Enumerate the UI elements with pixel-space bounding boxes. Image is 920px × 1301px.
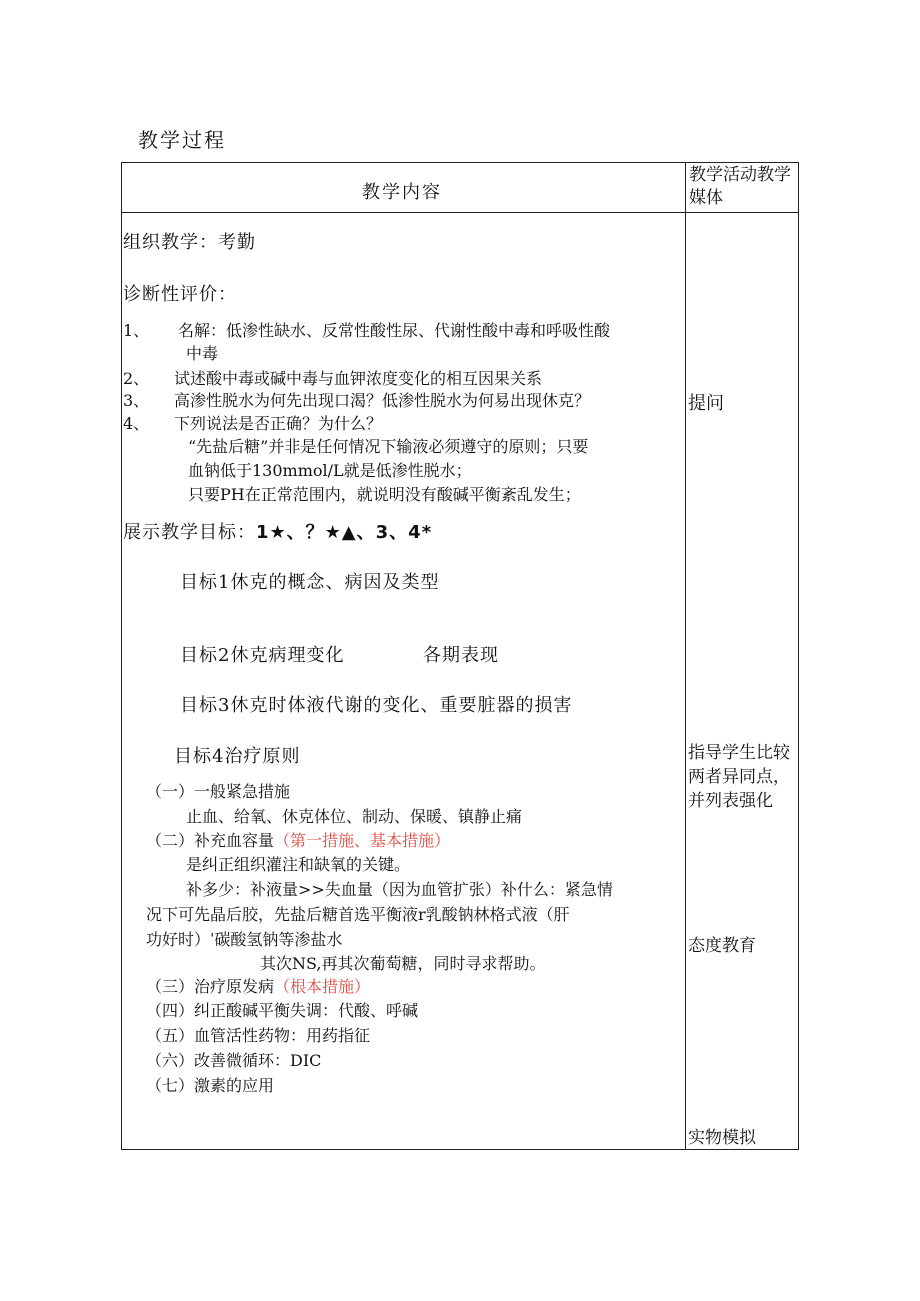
treatment-3 bbox=[146, 974, 370, 997]
treatment-2-label: （二）补充血容量 bbox=[146, 831, 275, 850]
column-divider bbox=[685, 162, 686, 1150]
activity-model: 实物模拟 bbox=[688, 1128, 756, 1148]
q4-text: 下列说法是否正确？为什么？ bbox=[174, 414, 383, 433]
treatment-3-label: （三）治疗原发病 bbox=[146, 977, 275, 996]
treatment-2-line-1: 是纠正组织灌注和缺氧的关键。 bbox=[186, 855, 411, 874]
activity-ask: 提问 bbox=[688, 393, 724, 414]
header-divider bbox=[121, 212, 799, 213]
goal-3: 目标3休克时体液代谢的变化、重要脏器的损害 bbox=[180, 695, 573, 716]
q4-statement-3: 只要PH在正常范围内，就说明没有酸碱平衡紊乱发生； bbox=[188, 485, 581, 504]
goals-label bbox=[123, 518, 432, 544]
q1-continuation: 中毒 bbox=[186, 344, 219, 363]
goals-marks: 1★、？★▲、3、4* bbox=[256, 522, 433, 543]
treatment-7: （七）激素的应用 bbox=[146, 1076, 275, 1095]
q1-number: 1、 bbox=[123, 321, 150, 340]
q2-text: 试述酸中毒或碱中毒与血钾浓度变化的相互因果关系 bbox=[174, 369, 543, 388]
diagnostic-eval: 诊断性评价： bbox=[123, 284, 237, 305]
treatment-5: （五）血管活性药物：用药指征 bbox=[146, 1026, 371, 1045]
goal-2: 目标2休克病理变化 bbox=[180, 645, 345, 666]
treatment-2-line-5: 其次NS,再其次葡萄糖，同时寻求帮助。 bbox=[260, 954, 546, 973]
goal-2-stages: 各期表现 bbox=[423, 645, 499, 666]
goals-label-text: 展示教学目标： bbox=[123, 522, 256, 543]
q3-number: 3、 bbox=[123, 391, 150, 410]
q3-text: 高渗性脱水为何先出现口渴？低渗性脱水为何易出现休克？ bbox=[174, 391, 591, 410]
activity-attitude: 态度教育 bbox=[688, 936, 756, 956]
organize-teaching: 组织教学：考勤 bbox=[123, 232, 256, 253]
q2-number: 2、 bbox=[123, 369, 150, 388]
section-title: 教学过程 bbox=[138, 128, 226, 152]
q1-text: 名解：低渗性缺水、反常性酸性尿、代谢性酸中毒和呼吸性酸 bbox=[178, 321, 611, 340]
activity-guide: 指导学生比较两者异同点，并列表强化 bbox=[688, 743, 790, 811]
q4-statement-2: 血钠低于130mmol/L就是低渗性脱水； bbox=[188, 461, 472, 480]
header-content: 教学内容 bbox=[362, 182, 442, 203]
goal-4: 目标4治疗原则 bbox=[174, 746, 301, 767]
q4-statement-1: “先盐后糖”并非是任何情况下输液必须遵守的原则；只要 bbox=[188, 437, 589, 456]
treatment-1: （一）一般紧急措施 bbox=[146, 782, 291, 801]
treatment-2-line-4: 功好时）ˈ碳酸氢钠等渗盐水 bbox=[146, 930, 343, 949]
treatment-2-line-2: 补多少：补液量>>失血量（因为血管扩张）补什么：紧急情 bbox=[186, 880, 613, 899]
treatment-4: （四）纠正酸碱平衡失调：代酸、呼碱 bbox=[146, 1001, 419, 1020]
treatment-2-line-3: 况下可先晶后胶，先盐后糖首选平衡液r乳酸钠林格式液（肝 bbox=[146, 905, 570, 924]
treatment-1-detail: 止血、给氧、休克体位、制动、保暖、镇静止痛 bbox=[186, 807, 523, 826]
header-activity: 教学活动教学媒体 bbox=[689, 165, 791, 208]
treatment-6: （六）改善微循环：DIC bbox=[146, 1051, 322, 1070]
treatment-2 bbox=[146, 828, 450, 851]
treatment-3-note: （根本措施） bbox=[274, 977, 371, 996]
goal-1: 目标1休克的概念、病因及类型 bbox=[180, 572, 440, 593]
treatment-2-note: （第一措施、基本措施） bbox=[274, 831, 451, 850]
q4-number: 4、 bbox=[123, 414, 150, 433]
